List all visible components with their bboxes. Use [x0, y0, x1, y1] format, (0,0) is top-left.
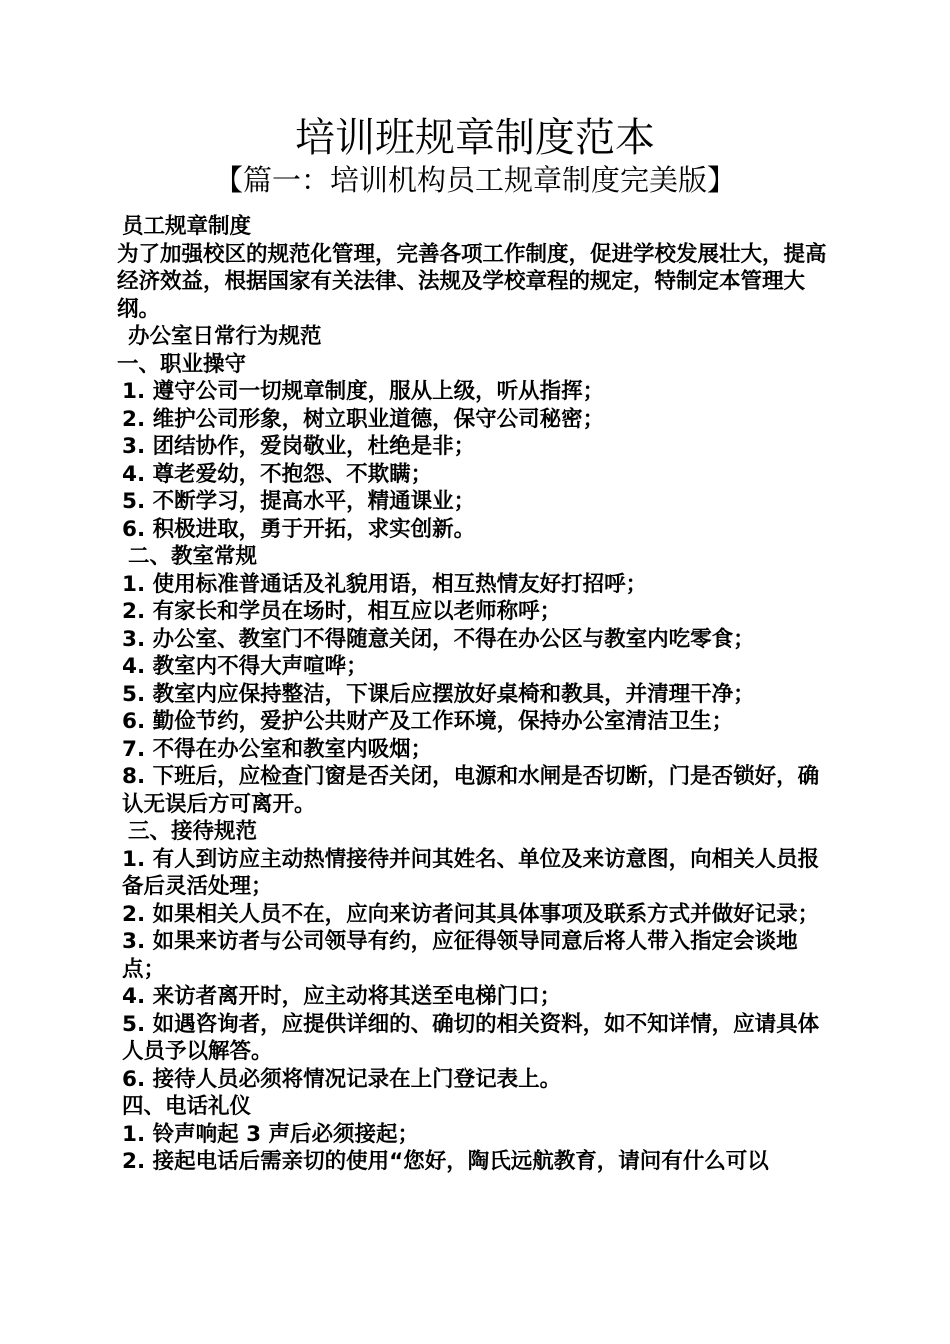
- list-item: 6. 接待人员必须将情况记录在上门登记表上。: [122, 1066, 562, 1092]
- list-item: 4. 来访者离开时，应主动将其送至电梯门口；: [122, 984, 562, 1009]
- list-item: 4. 尊老爱幼，不抱怨、不欺瞒；: [122, 461, 433, 487]
- list-item: 5. 教室内应保持整洁，下课后应摆放好桌椅和教具，并清理干净；: [122, 681, 755, 707]
- list-item: 1. 有人到访应主动热情接待并问其姓名、单位及来访意图，向相关人员报备后灵活处理；: [122, 846, 820, 899]
- list-item: 4. 教室内不得大声喧哗；: [122, 654, 368, 679]
- list-item: 3. 团结协作，爱岗敬业，杜绝是非；: [122, 434, 476, 459]
- list-item: 1. 遵守公司一切规章制度，服从上级，听从指挥；: [122, 379, 605, 404]
- list-item: 1. 使用标准普通话及礼貌用语，相互热情友好打招呼；: [122, 571, 648, 597]
- section-heading: 二、教室常规: [128, 544, 258, 569]
- section-heading: 三、接待规范: [128, 819, 258, 844]
- list-item: 5. 如遇咨询者，应提供详细的、确切的相关资料，如不知详情，应请具体人员予以解答。: [122, 1011, 820, 1064]
- list-item: 2. 维护公司形象，树立职业道德，保守公司秘密；: [122, 406, 605, 432]
- list-item: 5. 不断学习，提高水平，精通课业；: [122, 489, 476, 514]
- document-title: 培训班规章制度范本: [295, 115, 655, 161]
- list-item: 2. 接起电话后需亲切的使用“您好，陶氏远航教育，请问有什么可以: [122, 1149, 769, 1174]
- intro-paragraph: 为了加强校区的规范化管理，完善各项工作制度，促进学校发展壮大，提高经济效益，根据国家有关法律、法规及学校章程的规定，特制定本管理大纲。: [117, 241, 827, 322]
- list-item: 2. 有家长和学员在场时，相互应以老师称呼；: [122, 599, 562, 624]
- section-heading: 一、职业操守: [117, 351, 247, 377]
- list-item: 3. 办公室、教室门不得随意关闭，不得在办公区与教室内吃零食；: [122, 626, 755, 652]
- list-item: 6. 积极进取，勇于开拓，求实创新。: [122, 516, 476, 542]
- section-heading: 四、电话礼仪: [122, 1094, 252, 1119]
- list-item: 2. 如果相关人员不在，应向来访者问其具体事项及联系方式并做好记录；: [122, 901, 820, 927]
- list-item: 6. 勤俭节约，爱护公共财产及工作环境，保持办公室清洁卫生；: [122, 709, 734, 734]
- list-item: 7. 不得在办公室和教室内吸烟；: [122, 736, 433, 762]
- list-item: 1. 铃声响起 3 声后必须接起；: [122, 1121, 420, 1147]
- list-item: 3. 如果来访者与公司领导有约，应征得领导同意后将人带入指定会谈地点；: [122, 929, 798, 982]
- heading-employee-rules: 员工规章制度: [122, 214, 252, 239]
- document-subtitle: 【篇一：培训机构员工规章制度完美版】: [213, 163, 736, 197]
- document-body: [117, 213, 835, 1176]
- list-item: 8. 下班后，应检查门窗是否关闭，电源和水闸是否切断，门是否锁好，确认无误后方可离开。: [122, 764, 820, 817]
- heading-office-conduct: 办公室日常行为规范: [128, 324, 322, 349]
